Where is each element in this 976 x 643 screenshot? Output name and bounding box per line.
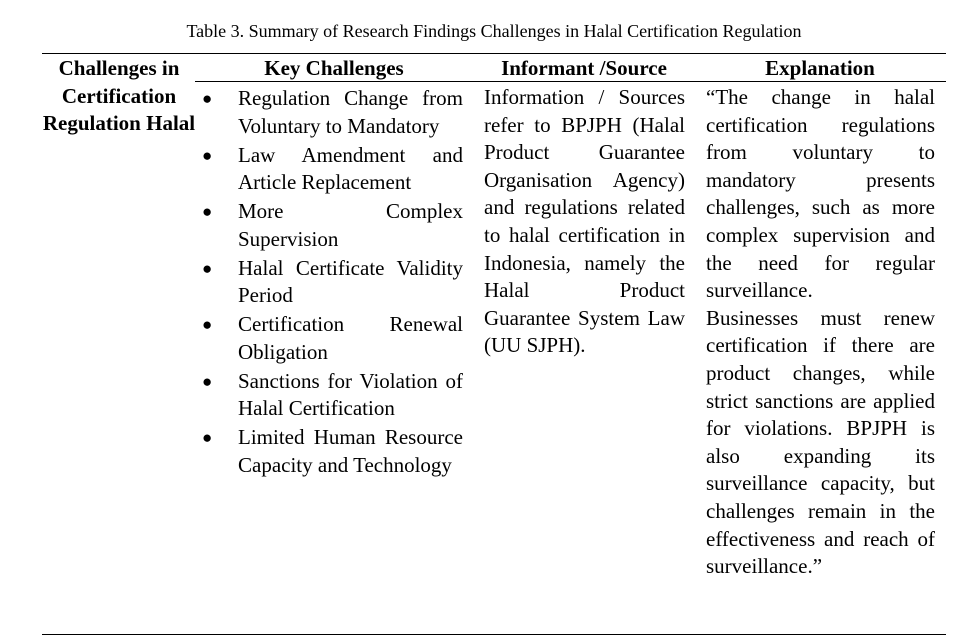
list-item-text: Limited Human Resource Capacity and Technology <box>238 425 463 478</box>
list-item-text: Law Amendment and Article Replacement <box>238 142 463 195</box>
column-header-key-challenges: Key Challenges <box>264 56 404 80</box>
table-top-rule <box>42 53 946 54</box>
list-item <box>200 85 463 140</box>
explanation-cell <box>706 84 935 581</box>
bullet-icon: ● <box>202 428 213 448</box>
key-challenges-list <box>200 85 463 481</box>
list-item <box>200 142 463 197</box>
table-caption: Table 3. Summary of Research Findings Challenges in Halal Certification Regulation <box>186 21 802 41</box>
list-item-text: Halal Certificate Validity Period <box>238 255 463 308</box>
list-item-text: Certification Renewal Obligation <box>238 312 463 364</box>
list-item-text: Sanctions for Violation of Halal Certification <box>238 368 463 421</box>
bullet-icon: ● <box>202 202 213 222</box>
explanation-paragraph: “The change in halal certification regulations from voluntary to mandatory presents challenges, such as more complex supervision and the need for regular surveillance. <box>706 85 935 303</box>
list-item <box>200 311 463 366</box>
list-item <box>200 424 463 479</box>
bullet-icon: ● <box>202 145 213 165</box>
list-item-text: More Complex Supervision <box>238 199 463 251</box>
row-header-cell: Challenges in Certification Regulation Halal <box>42 56 196 136</box>
bullet-icon: ● <box>202 258 213 278</box>
bullet-icon: ● <box>202 89 213 108</box>
list-item <box>200 368 463 423</box>
bullet-icon: ● <box>202 315 213 335</box>
informant-source-cell: Information / Sources refer to BPJPH (Halal Product Guarantee Organisation Agency) and regulations related to halal certification in Indonesia, namely the Halal Product Guarantee System Law (UU SJPH). <box>484 85 685 358</box>
list-item-text: Regulation Change from Voluntary to Mandatory <box>238 86 463 138</box>
column-header-informant-source: Informant /Source <box>501 56 667 80</box>
bullet-icon: ● <box>202 371 213 391</box>
explanation-paragraph: Businesses must renew certification if there are product changes, while strict sanctions are applied for violations. BPJPH is also expanding its surveillance capacity, but challenges remain in the effectiveness and reach of surveillance.” <box>706 305 935 579</box>
table-bottom-rule <box>42 634 946 635</box>
list-item <box>200 255 463 310</box>
column-header-explanation: Explanation <box>765 56 875 80</box>
list-item <box>200 198 463 253</box>
